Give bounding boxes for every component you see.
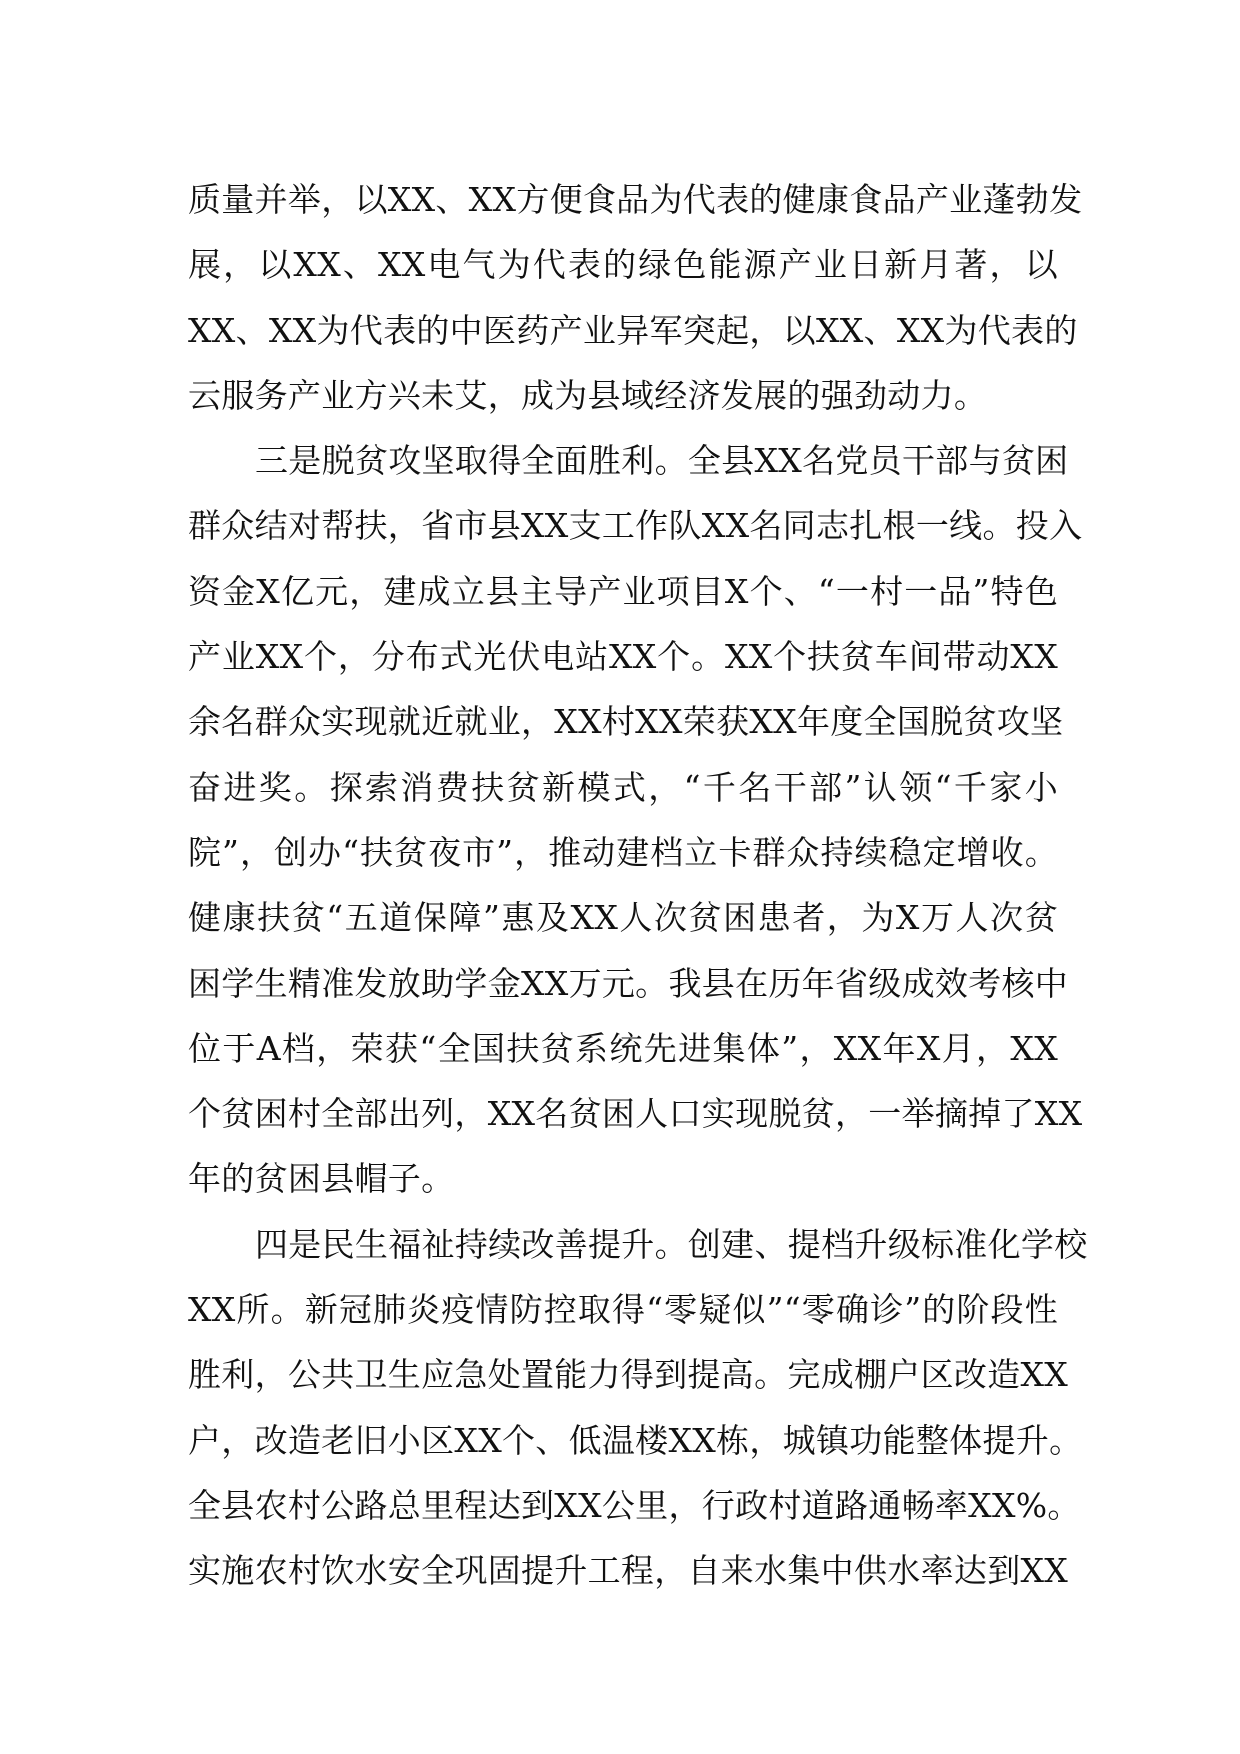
text-line: 三是脱贫攻坚取得全面胜利。全县XX名党员干部与贫困: [255, 441, 1069, 481]
body-text: [188, 167, 1088, 1604]
text-line: 四是民生福祉持续改善提升。创建、提档升级标准化学校: [255, 1224, 1088, 1264]
text-line: 实施农村饮水安全巩固提升工程，自来水集中供水率达到XX: [188, 1551, 1069, 1591]
text-line: 户，改造老旧小区XX个、低温楼XX栋，城镇功能整体提升。: [188, 1420, 1083, 1460]
text-line: 位于A档，荣获“全国扶贫系统先进集体”，XX年X月，XX: [188, 1028, 1058, 1068]
paragraph-industry-continued: [188, 167, 1083, 428]
text-line: 胜利，公共卫生应急处置能力得到提高。完成棚户区改造XX: [188, 1355, 1069, 1395]
paragraph-livelihood: [188, 1212, 1088, 1604]
text-line: 奋进奖。探索消费扶贫新模式，“千名干部”认领“千家小: [188, 767, 1058, 807]
text-line: 个贫困村全部出列，XX名贫困人口实现脱贫，一举摘掉了XX: [188, 1094, 1083, 1134]
text-line: 云服务产业方兴未艾，成为县域经济发展的强劲动力。: [188, 375, 988, 415]
text-line: XX所。新冠肺炎疫情防控取得“零疑似”“零确诊”的阶段性: [188, 1290, 1058, 1330]
text-line: 年的贫困县帽子。: [188, 1159, 455, 1199]
text-line: 余名群众实现就近就业，XX村XX荣获XX年度全国脱贫攻坚: [188, 702, 1064, 742]
text-line: 产业XX个，分布式光伏电站XX个。XX个扶贫车间带动XX: [188, 637, 1058, 677]
text-line: 院”，创办“扶贫夜市”，推动建档立卡群众持续稳定增收。: [188, 832, 1058, 872]
text-line: 困学生精准发放助学金XX万元。我县在历年省级成效考核中: [188, 963, 1069, 1003]
text-line: 健康扶贫“五道保障”惠及XX人次贫困患者，为X万人次贫: [188, 898, 1058, 938]
paragraph-poverty-alleviation: [188, 428, 1083, 1212]
text-line: 全县农村公路总里程达到XX公里，行政村道路通畅率XX%。: [188, 1485, 1081, 1525]
text-line: 展，以XX、XX电气为代表的绿色能源产业日新月著，以: [188, 245, 1058, 285]
text-line: XX、XX为代表的中医药产业异军突起，以XX、XX为代表的: [188, 310, 1078, 350]
text-line: 资金X亿元，建成立县主导产业项目X个、“一村一品”特色: [188, 571, 1058, 611]
text-line: 群众结对帮扶，省市县XX支工作队XX名同志扎根一线。投入: [188, 506, 1083, 546]
text-line: 质量并举，以XX、XX方便食品为代表的健康食品产业蓬勃发: [188, 180, 1083, 219]
